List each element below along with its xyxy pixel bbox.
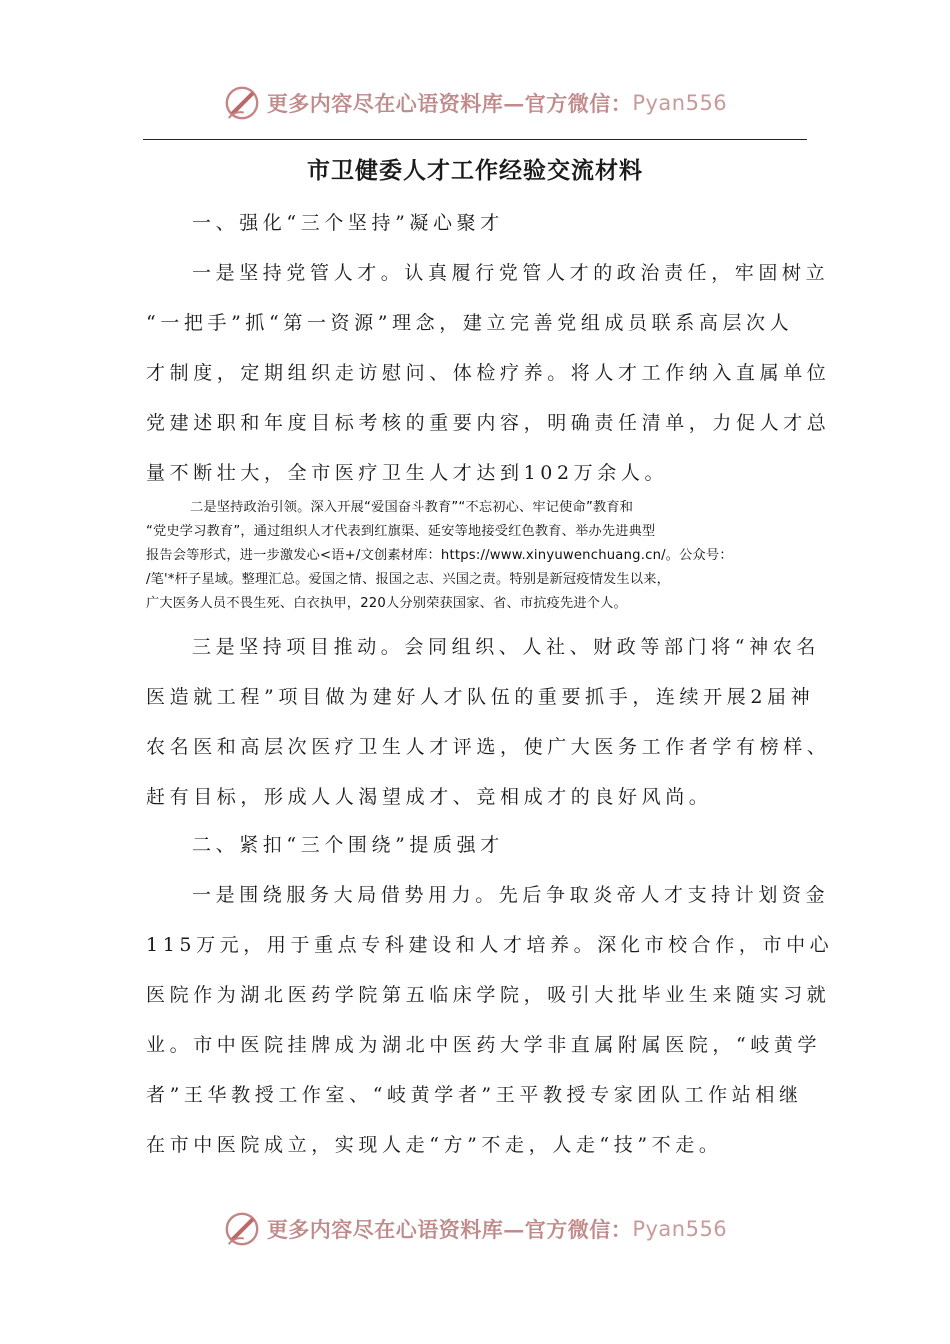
watermark-text: 更多内容尽在心语资料库—官方微信：	[266, 1217, 633, 1242]
paragraph-line: 115万元，用于重点专科建设和人才培养。深化市校合作，市中心	[146, 934, 834, 956]
paragraph-line: 医造就工程”项目做为建好人才队伍的重要抓手，连续开展2届神	[146, 686, 815, 708]
pen-logo-icon	[223, 1210, 261, 1248]
paragraph-line: 在市中医院成立，实现人走“方”不走，人走“技”不走。	[146, 1134, 723, 1156]
paragraph-line: 一是坚持党管人才。认真履行党管人才的政治责任，牢固树立	[192, 262, 830, 284]
paragraph-line: 党建述职和年度目标考核的重要内容，明确责任清单，力促人才总	[146, 412, 831, 434]
small-paragraph-line: 报告会等形式，进一步激发心<语+/文创素材库：https://www.xinyuwenchuang.cn/。公众号：	[146, 548, 733, 563]
paragraph-line: 医院作为湖北医药学院第五临床学院，吸引大批毕业生来随实习就	[146, 984, 831, 1006]
paragraph-line: 一是围绕服务大局借势用力。先后争取炎帝人才支持计划资金	[192, 884, 830, 906]
paragraph-line: 赶有目标，形成人人渴望成才、竞相成才的良好风尚。	[146, 786, 713, 808]
heading-line: 一、强化“三个坚持”凝心聚才	[192, 212, 504, 234]
paragraph-line: 三是坚持项目推动。会同组织、人社、财政等部门将“神农名	[192, 636, 820, 658]
small-paragraph-line: /笔'*杆子星域。整理汇总。爱国之情、报国之志、兴国之责。特别是新冠疫情发生以来，	[146, 572, 670, 587]
header-rule	[143, 139, 807, 140]
pen-logo-icon	[223, 84, 261, 122]
watermark-wechat: Pyan556	[632, 1217, 728, 1241]
paragraph-line: 者”王华教授工作室、“岐黄学者”王平教授专家团队工作站相继	[146, 1084, 803, 1106]
paragraph-line: “一把手”抓“第一资源”理念，建立完善党组成员联系高层次人	[146, 312, 794, 334]
watermark-banner-bottom	[0, 1206, 950, 1252]
paragraph-line: 量不断壮大，全市医疗卫生人才达到102万余人。	[146, 462, 669, 484]
small-paragraph-line: 广大医务人员不畏生死、白衣执甲，220人分别荣获国家、省、市抗疫先进个人。	[146, 596, 627, 611]
small-paragraph-line: “党史学习教育”，通过组织人才代表到红旗渠、延安等地接受红色教育、举办先进典型	[146, 524, 656, 539]
watermark-wechat: Pyan556	[632, 91, 728, 115]
paragraph-line: 业。市中医院挂牌成为湖北中医药大学非直属附属医院，“岐黄学	[146, 1034, 822, 1056]
paragraph-line: 农名医和高层次医疗卫生人才评选，使广大医务工作者学有榜样、	[146, 736, 831, 758]
watermark-text: 更多内容尽在心语资料库—官方微信：	[266, 91, 633, 116]
paragraph-line: 才制度，定期组织走访慰问、体检疗养。将人才工作纳入直属单位	[146, 362, 831, 384]
watermark-banner-top	[0, 80, 950, 126]
document-title: 市卫健委人才工作经验交流材料	[307, 158, 643, 184]
small-paragraph-line: 二是坚持政治引领。深入开展“爱国奋斗教育”“不忘初心、牢记使命”教育和	[190, 500, 634, 515]
heading-line: 二、紧扣“三个围绕”提质强才	[192, 834, 504, 856]
